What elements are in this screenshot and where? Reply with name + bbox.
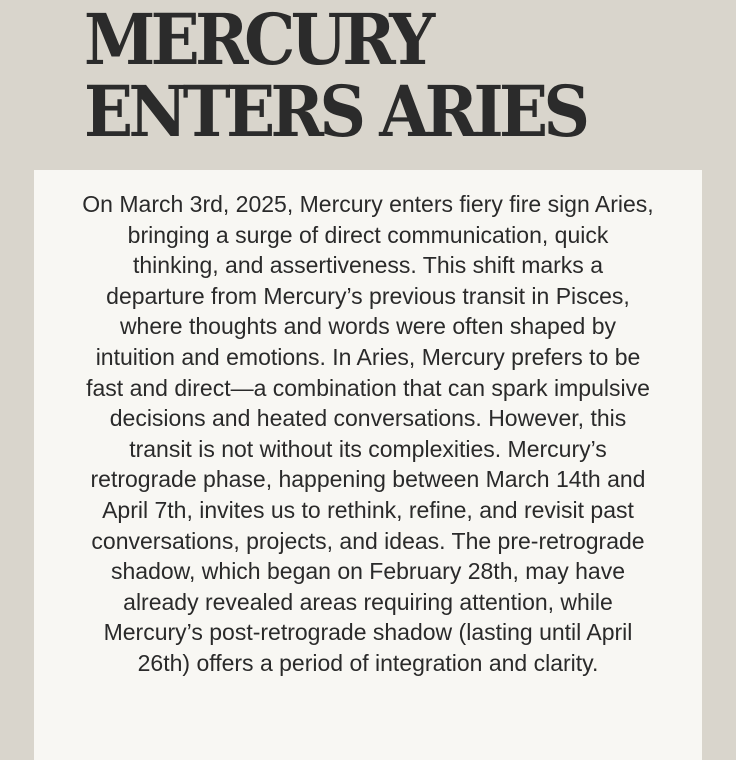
body-line: already revealed areas requiring attention, while bbox=[123, 588, 613, 615]
body-line: fast and direct—a combination that can spark impulsive bbox=[86, 374, 650, 401]
body-line: transit is not without its complexities. Mercury’s bbox=[129, 435, 607, 462]
body-line: 26th) offers a period of integration and clarity. bbox=[137, 649, 599, 676]
body-line: On March 3rd, 2025, Mercury enters fiery fire sign Aries, bbox=[82, 191, 654, 217]
body-line: decisions and heated conversations. However, this bbox=[109, 405, 627, 432]
content-card bbox=[34, 170, 702, 760]
body-line: conversations, projects, and ideas. The pre-retrograde bbox=[91, 527, 645, 554]
body-line: shadow, which began on February 28th, may have bbox=[111, 558, 625, 585]
body-line: Mercury’s post-retrograde shadow (lasting until April bbox=[103, 619, 633, 646]
body-line: where thoughts and words were often shaped by bbox=[119, 313, 617, 340]
body-line: retrograde phase, happening between March 14th and bbox=[90, 466, 646, 493]
page-title bbox=[84, 0, 586, 153]
body-line: intuition and emotions. In Aries, Mercury prefers to be bbox=[95, 343, 641, 370]
title-line-2: ENTERS ARIES bbox=[84, 70, 586, 153]
body-line: April 7th, invites us to rethink, refine, and revisit past bbox=[102, 496, 634, 523]
body-line: departure from Mercury’s previous transit in Pisces, bbox=[106, 282, 630, 309]
body-line: thinking, and assertiveness. This shift marks a bbox=[132, 252, 603, 279]
body-line: bringing a surge of direct communication, quick bbox=[127, 221, 609, 248]
title-line-1: MERCURY bbox=[84, 0, 431, 81]
body-paragraph bbox=[34, 189, 702, 679]
